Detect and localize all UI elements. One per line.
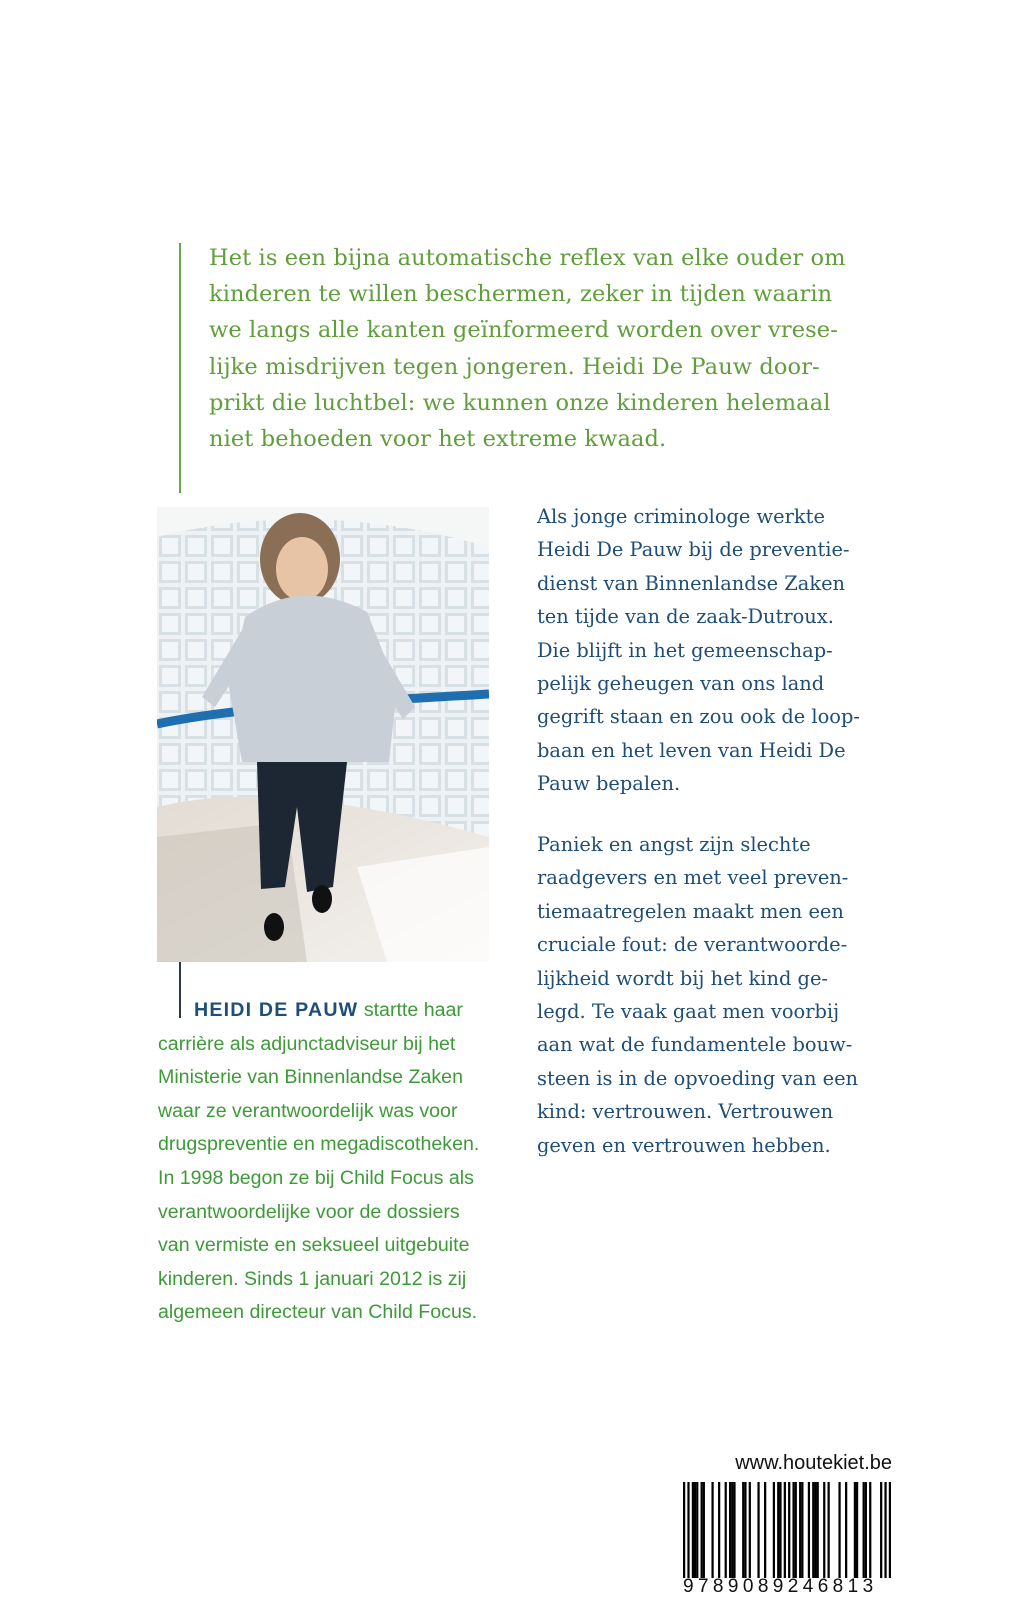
summary-line: geven en vertrouwen hebben.	[537, 1133, 831, 1157]
barcode-bar	[687, 1482, 689, 1578]
bio-first-line	[158, 994, 508, 1028]
barcode-bar	[795, 1482, 797, 1578]
summary-line: cruciale fout: de verantwoorde-	[537, 933, 848, 957]
barcode-bar	[764, 1482, 766, 1578]
barcode-bar	[880, 1482, 882, 1578]
barcode-bar	[718, 1482, 720, 1578]
author-photo	[157, 507, 489, 962]
barcode-bar	[729, 1482, 731, 1578]
bio-line: kinderen. Sinds 1 januari 2012 is zij	[158, 1267, 467, 1290]
barcode-bar	[757, 1482, 759, 1578]
barcode-bar	[788, 1482, 790, 1578]
publisher-website[interactable]: www.houtekiet.be	[735, 1452, 892, 1474]
bio-line: algemeen directeur van Child Focus.	[158, 1301, 478, 1324]
summary-paragraph-1	[537, 500, 917, 801]
summary-line: Pauw bepalen.	[537, 772, 681, 796]
summary-line: lijkheid wordt bij het kind ge-	[537, 966, 828, 990]
barcode-bar	[884, 1482, 886, 1578]
summary-line: ten tijde van de zaak-Dutroux.	[537, 605, 834, 629]
barcode-bar	[703, 1482, 705, 1578]
intro-line: Het is een bijna automatische reflex van elke ouder om	[209, 245, 846, 271]
barcode-bar	[696, 1482, 698, 1578]
barcode-bar	[801, 1482, 803, 1578]
intro-line: lijke misdrijven tegen jongeren. Heidi De Pauw door-	[209, 353, 820, 380]
barcode-bar	[863, 1482, 865, 1578]
barcode-bar	[889, 1482, 891, 1578]
barcode-bar	[749, 1482, 751, 1578]
barcode-bar	[694, 1482, 696, 1578]
barcode-bar	[784, 1482, 786, 1578]
barcode-bar	[854, 1482, 856, 1578]
summary-line: dienst van Binnenlandse Zaken	[537, 571, 846, 595]
barcode-bar	[869, 1482, 871, 1578]
intro-line: we langs alle kanten geïnformeerd worden over vrese-	[209, 317, 838, 344]
intro-accent-rule	[179, 243, 181, 493]
barcode-bar	[742, 1482, 744, 1578]
summary-line: Als jonge criminologe werkte	[537, 505, 825, 528]
bio-line: carrière als adjunctadviseur bij het	[158, 1032, 456, 1055]
bio-line: Ministerie van Binnenlandse Zaken	[158, 1066, 463, 1089]
author-bio	[158, 994, 508, 1330]
summary-line: Die blijft in het gemeenschap-	[537, 638, 833, 662]
summary-line: gegrift staan en zou ook de loop-	[537, 705, 860, 729]
summary-line: raadgevers en met veel preven-	[537, 866, 849, 890]
barcode-bar	[773, 1482, 775, 1578]
bio-line: startte haar	[358, 999, 463, 1021]
barcode-bar	[731, 1482, 733, 1578]
barcode-bar	[792, 1482, 794, 1578]
barcode-bar	[725, 1482, 727, 1578]
isbn-barcode	[683, 1482, 891, 1578]
intro-line: prikt die luchtbel: we kunnen onze kinderen helemaal	[209, 389, 831, 416]
barcode-bar	[683, 1482, 685, 1578]
summary-line: legd. Te vaak gaat men voorbij	[537, 1000, 840, 1024]
barcode-bar	[845, 1482, 847, 1578]
intro-blurb	[209, 240, 899, 457]
summary-line: kind: vertrouwen. Vertrouwen	[537, 1100, 834, 1124]
bio-line: In 1998 begon ze bij Child Focus als	[158, 1166, 474, 1189]
summary-line: Heidi De Pauw bij de preventie-	[537, 538, 850, 562]
barcode-bar	[828, 1482, 830, 1578]
bio-line: verantwoordelijke voor de dossiers	[158, 1200, 460, 1223]
intro-line: niet behoeden voor het extreme kwaad.	[209, 426, 667, 453]
summary-line: baan en het leven van Heidi De	[537, 738, 846, 762]
bio-line: waar ze verantwoordelijk was voor	[158, 1099, 458, 1122]
barcode-bar	[692, 1482, 694, 1578]
barcode-bar	[808, 1482, 810, 1578]
barcode-bar	[777, 1482, 779, 1578]
summary-line: pelijk geheugen van ons land	[537, 672, 825, 696]
author-name: HEIDI DE PAUW	[194, 999, 359, 1021]
summary-paragraph-2	[537, 828, 917, 1162]
bio-line: van vermiste en seksueel uitgebuite	[158, 1234, 470, 1257]
barcode-bar	[744, 1482, 746, 1578]
barcode-bar	[701, 1482, 703, 1578]
summary-line: steen is in de opvoeding van een	[537, 1066, 859, 1090]
summary-line: tiemaatregelen maakt men een	[537, 899, 844, 923]
barcode-bar	[711, 1482, 713, 1578]
barcode-bar	[856, 1482, 858, 1578]
barcode-bar	[812, 1482, 814, 1578]
barcode-bar	[814, 1482, 816, 1578]
bio-line: drugspreventie en megadiscotheken.	[158, 1133, 480, 1156]
barcode-bar	[779, 1482, 781, 1578]
barcode-bar	[733, 1482, 735, 1578]
barcode-bar	[823, 1482, 825, 1578]
intro-line: kinderen te willen beschermen, zeker in tijden waarin	[209, 281, 833, 308]
isbn-number: 9789089246813	[683, 1576, 878, 1597]
summary-line: Paniek en angst zijn slechte	[537, 833, 811, 856]
barcode-bar	[799, 1482, 801, 1578]
summary-line: aan wat de fundamentele bouw-	[537, 1033, 853, 1057]
barcode-bar	[817, 1482, 819, 1578]
barcode-bar	[838, 1482, 840, 1578]
barcode-bar	[865, 1482, 867, 1578]
